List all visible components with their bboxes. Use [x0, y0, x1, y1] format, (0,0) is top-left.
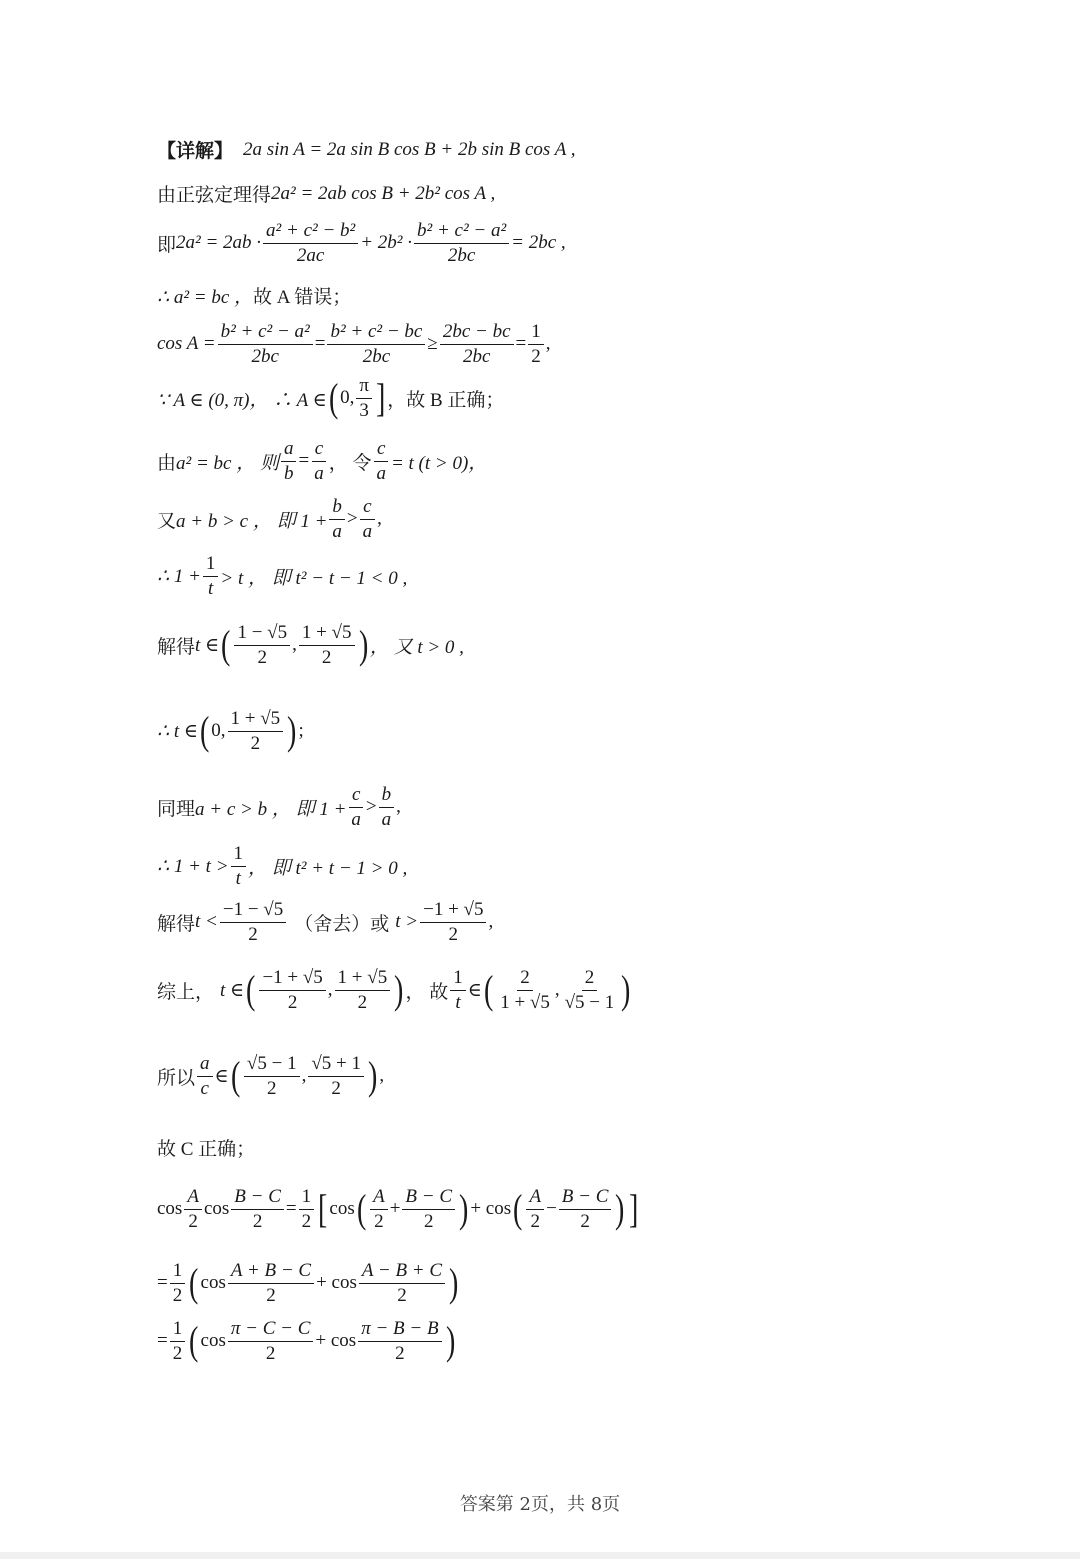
math-expr: t ∈	[220, 979, 245, 1001]
math-expr: ∴ a² = bc ，	[157, 287, 254, 308]
numerator: 1 + √5	[335, 967, 391, 991]
line-2	[157, 180, 495, 207]
numerator: a² + c² − b²	[263, 220, 358, 244]
text: 综上，	[157, 981, 215, 1003]
numerator: √5 − 1	[244, 1053, 300, 1077]
fraction	[559, 1186, 612, 1233]
text: 所以	[157, 1067, 196, 1089]
left-paren: (	[221, 622, 231, 668]
denominator: 2bc	[362, 345, 391, 367]
math-expr: =	[314, 333, 326, 355]
math-expr: + cos	[470, 1198, 512, 1220]
numerator: √5 + 1	[308, 1053, 364, 1077]
line-15	[157, 967, 633, 1014]
line-7	[157, 438, 487, 485]
numerator: b	[379, 784, 395, 808]
denominator: b	[283, 462, 294, 484]
line-19	[157, 1260, 460, 1307]
right-paren: )	[621, 967, 631, 1013]
text: 解得	[157, 636, 196, 658]
fraction	[228, 1318, 314, 1365]
page-bottom-edge	[0, 1552, 1080, 1559]
line-12	[157, 784, 401, 831]
fraction	[335, 967, 391, 1014]
denominator: 2	[374, 1210, 384, 1232]
numerator: c	[349, 784, 363, 808]
denominator: 2	[267, 1077, 277, 1099]
numerator: 2	[582, 967, 598, 991]
numerator: 1	[170, 1318, 186, 1342]
left-paren: (	[246, 967, 256, 1013]
semicolon: ;	[298, 720, 304, 742]
fraction	[359, 1260, 445, 1307]
denominator: 2	[172, 1342, 183, 1364]
fraction	[327, 321, 425, 368]
math-expr: ,	[488, 911, 494, 933]
math-expr: ,	[396, 796, 401, 818]
fraction	[281, 438, 297, 485]
numerator: 1	[450, 967, 466, 991]
numerator: π − B − B	[358, 1318, 441, 1342]
right-paren: )	[358, 622, 368, 668]
fraction	[379, 784, 395, 831]
fraction	[244, 1053, 300, 1100]
fraction	[231, 843, 247, 890]
math-expr: cos	[157, 1198, 183, 1220]
fraction	[259, 967, 325, 1014]
numerator: −1 + √5	[259, 967, 325, 991]
fraction	[228, 708, 284, 755]
text: ， 故	[405, 981, 449, 1003]
page-footer: 答案第 2页，共 8页	[459, 1494, 621, 1515]
left-paren: (	[356, 1186, 367, 1232]
math-expr: a² = bc ， 则	[176, 452, 279, 474]
left-paren: (	[189, 1318, 199, 1364]
math-expr: 0,	[211, 720, 226, 742]
numerator: 1	[170, 1260, 186, 1284]
fraction	[562, 967, 618, 1014]
fraction	[218, 321, 313, 368]
denominator: 2	[287, 991, 298, 1013]
math-expr: ≥	[427, 333, 438, 355]
numerator: 1	[528, 321, 544, 345]
line-20	[157, 1318, 457, 1365]
denominator: 2	[357, 991, 368, 1013]
text: 由	[157, 452, 177, 474]
numerator: B − C	[402, 1186, 455, 1210]
denominator: 3	[359, 399, 369, 421]
text: 即	[157, 234, 177, 256]
denominator: c	[200, 1077, 209, 1099]
denominator: 2	[423, 1210, 434, 1232]
fraction	[231, 1186, 284, 1233]
denominator: 2	[397, 1284, 407, 1306]
numerator: A	[370, 1186, 388, 1210]
denominator: 2	[188, 1210, 198, 1232]
numerator: A	[184, 1186, 202, 1210]
denominator: a	[381, 808, 392, 830]
numerator: B − C	[559, 1186, 612, 1210]
denominator: a	[332, 520, 342, 542]
fraction	[420, 899, 486, 946]
right-paren: )	[459, 1186, 469, 1232]
numerator: a	[281, 438, 297, 462]
fraction	[450, 967, 466, 1014]
line-17	[157, 1134, 255, 1161]
line-1	[157, 136, 576, 163]
line-5	[157, 321, 550, 368]
denominator: 2	[252, 1210, 263, 1232]
fraction	[220, 899, 286, 946]
denominator: 2	[248, 923, 258, 945]
text: 解得	[157, 913, 196, 935]
fraction	[197, 1053, 213, 1100]
numerator: b² + c² − a²	[414, 220, 509, 244]
math-expr: a + b > c ， 即 1 +	[176, 510, 328, 532]
math-expr: ∈	[214, 1065, 229, 1087]
fraction	[348, 784, 364, 831]
section-label: 【详解】	[157, 141, 234, 162]
denominator: 2	[530, 1210, 541, 1232]
numerator: c	[312, 438, 326, 462]
math-expr: ， 令	[328, 452, 372, 474]
math-expr: >	[365, 796, 377, 818]
numerator: π − C − C	[228, 1318, 314, 1342]
right-paren: )	[449, 1260, 459, 1306]
fraction	[528, 321, 544, 368]
left-paren: (	[199, 708, 210, 754]
fraction	[184, 1186, 202, 1233]
right-paren: )	[367, 1053, 378, 1099]
denominator: 2	[265, 1342, 276, 1364]
denominator: 2ac	[296, 244, 325, 266]
math-expr: cos	[329, 1198, 355, 1220]
fraction	[358, 1318, 441, 1365]
fraction	[228, 1260, 314, 1307]
line-9	[157, 553, 407, 600]
numerator: 2bc − bc	[440, 321, 514, 345]
math-expr: ∈	[467, 979, 482, 1001]
right-bracket: ]	[628, 1186, 639, 1232]
denominator: a	[351, 808, 361, 830]
denominator: a	[376, 462, 386, 484]
math-expr: cos	[200, 1272, 226, 1294]
right-paren: )	[287, 708, 297, 754]
math-expr: 2a² = 2ab cos B + 2b² cos A ,	[271, 182, 496, 204]
denominator: a	[314, 462, 324, 484]
math-expr: cos A =	[157, 333, 216, 355]
math-expr: cos	[203, 1198, 230, 1220]
fraction	[299, 1186, 315, 1233]
denominator: 2bc	[251, 345, 279, 367]
denominator: 2bc	[462, 345, 491, 367]
right-paren: )	[394, 967, 404, 1013]
math-expr: =	[157, 1272, 168, 1294]
math-expr: + cos	[315, 1330, 357, 1352]
text: 同理	[157, 798, 196, 820]
comma: ,	[301, 1065, 307, 1087]
fraction	[497, 967, 553, 1014]
line-4	[157, 282, 351, 309]
right-paren: )	[615, 1186, 625, 1232]
math-expr: ∴ t ∈	[157, 720, 198, 742]
text: 故 C 正确；	[157, 1139, 256, 1160]
math-expr: ,	[377, 508, 382, 530]
denominator: 2	[301, 1210, 312, 1232]
fraction	[299, 622, 355, 669]
text: （舍去）或	[294, 913, 390, 935]
denominator: t	[455, 991, 461, 1013]
line-16	[157, 1053, 384, 1100]
math-expr: 2a² = 2ab ·	[176, 232, 262, 254]
fraction	[526, 1186, 544, 1233]
numerator: a	[197, 1053, 213, 1077]
comma: ,	[292, 634, 297, 656]
line-18	[157, 1186, 640, 1233]
fraction	[170, 1318, 186, 1365]
math-expr: = 2bc ,	[511, 232, 566, 254]
fraction	[203, 553, 219, 600]
numerator: b² + c² − a²	[218, 321, 313, 345]
math-expr: ∵ A ∈ (0, π)， ∴ A ∈	[157, 389, 327, 411]
denominator: 2	[172, 1284, 183, 1306]
math-expr: −	[546, 1198, 557, 1220]
left-paren: (	[189, 1260, 199, 1306]
line-6	[157, 375, 504, 422]
fraction	[311, 438, 327, 485]
numerator: B − C	[231, 1186, 284, 1210]
math-expr: +	[389, 1198, 401, 1220]
numerator: c	[360, 496, 374, 520]
numerator: c	[374, 438, 388, 462]
fraction	[370, 1186, 388, 1233]
fraction	[329, 496, 345, 543]
denominator: 2	[257, 646, 268, 668]
denominator: 2	[331, 1077, 341, 1099]
fraction	[402, 1186, 455, 1233]
math-expr: + cos	[316, 1272, 357, 1294]
line-11	[157, 708, 304, 755]
fraction	[263, 220, 358, 267]
comma: ,	[327, 979, 333, 1001]
right-bracket: ]	[375, 375, 386, 421]
numerator: −1 + √5	[420, 899, 486, 923]
numerator: 2	[517, 967, 533, 991]
denominator: 2	[266, 1284, 276, 1306]
left-paren: (	[230, 1053, 240, 1099]
denominator: 1 + √5	[500, 991, 550, 1013]
numerator: A + B − C	[228, 1260, 314, 1284]
text: 又	[157, 510, 177, 532]
numerator: A − B + C	[359, 1260, 445, 1284]
denominator: t	[235, 867, 241, 889]
denominator: 2	[448, 923, 459, 945]
math-expr: =	[285, 1198, 297, 1220]
left-paren: (	[483, 967, 494, 1013]
numerator: 1	[299, 1186, 315, 1210]
line-10	[157, 622, 464, 669]
text: 由正弦定理得	[157, 185, 272, 206]
denominator: 2	[531, 345, 541, 367]
text: 故 A 错误；	[253, 287, 352, 308]
comma: ,	[554, 979, 560, 1001]
right-paren: )	[445, 1318, 455, 1364]
math-expr: t <	[195, 911, 218, 933]
text: ，故 B 正确；	[387, 389, 505, 411]
line-13	[157, 843, 407, 890]
left-paren: (	[513, 1186, 523, 1232]
math-expr: =	[298, 450, 310, 472]
denominator: 2	[395, 1342, 405, 1364]
math-expr: t >	[395, 911, 419, 933]
math-expr: 0,	[340, 387, 355, 409]
comma: ,	[379, 1065, 385, 1087]
fraction	[170, 1260, 186, 1307]
denominator: 2	[250, 732, 261, 754]
math-expr: a + c > b ， 即 1 +	[195, 798, 347, 820]
denominator: 2bc	[447, 244, 476, 266]
numerator: π	[356, 375, 372, 399]
math-expr: > t ， 即 t² − t − 1 < 0 ,	[220, 567, 408, 589]
fraction	[373, 438, 389, 485]
line-3	[157, 220, 566, 267]
numerator: −1 − √5	[220, 899, 286, 923]
math-expr: ， 又 t > 0 ,	[369, 636, 464, 658]
denominator: √5 − 1	[564, 991, 615, 1013]
numerator: A	[526, 1186, 544, 1210]
math-expr: + 2b² ·	[360, 232, 412, 254]
fraction	[356, 375, 372, 422]
math-expr: ∴ 1 + t >	[157, 855, 229, 877]
math-expr: ， 即 t² + t − 1 > 0 ,	[248, 857, 408, 879]
math-expr: ,	[545, 333, 551, 355]
line-14	[157, 899, 493, 946]
fraction	[440, 321, 514, 368]
numerator: b² + c² − bc	[327, 321, 425, 345]
math-expr: t ∈	[195, 634, 220, 656]
math-expr: = t (t > 0)，	[390, 452, 488, 474]
numerator: 1	[203, 553, 219, 577]
numerator: b	[329, 496, 345, 520]
numerator: 1 + √5	[299, 622, 355, 646]
fraction	[308, 1053, 364, 1100]
fraction	[234, 622, 290, 669]
math-expr: >	[346, 508, 358, 530]
fraction	[414, 220, 509, 267]
left-bracket: [	[318, 1186, 328, 1232]
math-expr: ∴ 1 +	[157, 565, 201, 587]
math-expr: =	[157, 1330, 168, 1352]
numerator: 1 + √5	[228, 708, 284, 732]
left-paren: (	[328, 375, 339, 421]
denominator: 2	[580, 1210, 590, 1232]
numerator: 1	[231, 843, 247, 867]
denominator: a	[362, 520, 373, 542]
denominator: t	[208, 577, 214, 599]
math-expr: cos	[200, 1330, 226, 1352]
math-expr: 2a sin A = 2a sin B cos B + 2b sin B cos A ,	[243, 138, 576, 160]
denominator: 2	[321, 646, 332, 668]
fraction	[360, 496, 376, 543]
line-8	[157, 496, 382, 543]
numerator: 1 − √5	[234, 622, 290, 646]
math-expr: =	[515, 333, 527, 355]
